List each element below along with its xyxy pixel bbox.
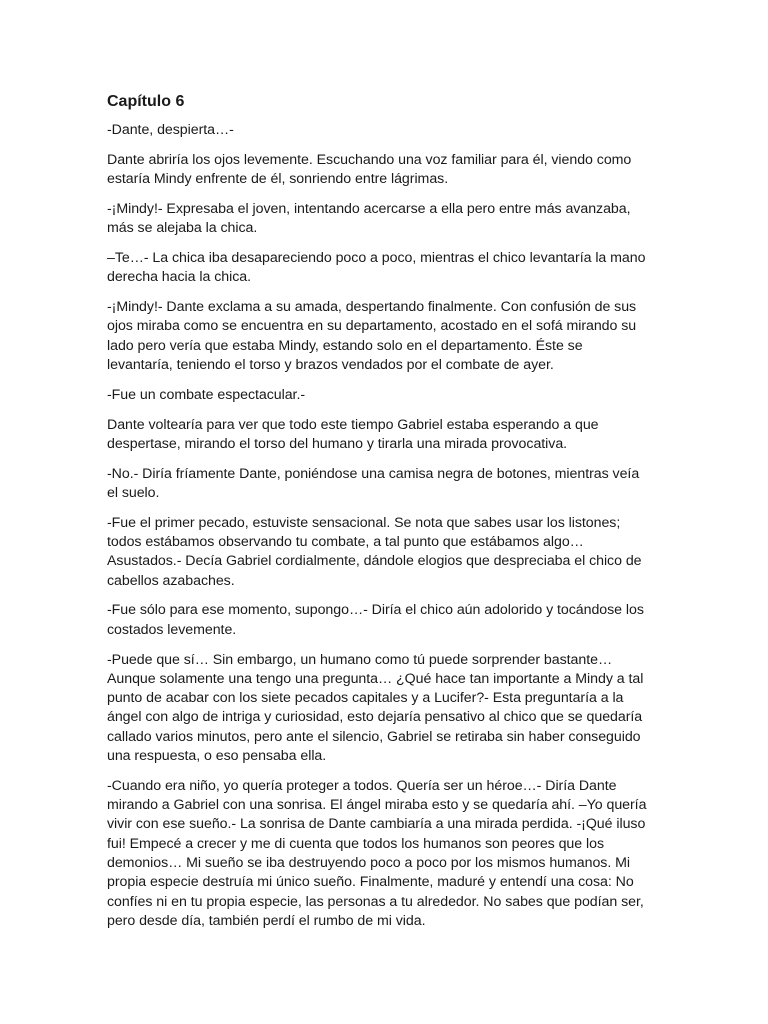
paragraph-11: -Puede que sí… Sin embargo, un humano como tú puede sorprender bastante… Aunque solamente una tengo una pregunta… ¿Qué hace tan importante a Mindy a tal punto de acabar con los siete pecados capitales y a Lucifer?- Esta preguntaría a la ángel con algo de intriga y curiosidad, esto dejaría pensativo al chico que se quedaría callado varios minutos, pero ante el silencio, Gabriel se retiraba sin haber conseguido una respuesta, o eso pensaba ella. xyxy=(107,651,644,765)
paragraph-10: -Fue sólo para ese momento, supongo…- Diría el chico aún adolorido y tocándose los costados levemente. xyxy=(107,602,644,638)
paragraph-9: -Fue el primer pecado, estuviste sensacional. Se nota que sabes usar los listones; todos estábamos observando tu combate, a tal punto que estábamos algo… Asustados.- Decía Gabriel cordialmente, dándole elogios que despreciaba el chico de cabellos azabaches. xyxy=(107,514,642,589)
paragraph-2: Dante abriría los ojos levemente. Escuchando una voz familiar para él, viendo como estaría Mindy enfrente de él, sonriendo entre lágrimas. xyxy=(107,151,632,188)
paragraph-1: -Dante, despierta…- xyxy=(107,122,234,138)
paragraph-6: -Fue un combate espectacular.- xyxy=(107,386,306,403)
document-page xyxy=(107,91,647,942)
chapter-title: Capítulo 6 xyxy=(107,93,185,110)
paragraph-4: –Te…- La chica iba desapareciendo poco a poco, mientras el chico levantaría la mano derecha hacia la chica. xyxy=(107,249,646,286)
paragraph-3: -¡Mindy!- Expresaba el joven, intentando acercarse a ella pero entre más avanzaba, más se alejaba la chica. xyxy=(107,200,631,237)
paragraph-5: -¡Mindy!- Dante exclama a su amada, despertando finalmente. Con confusión de sus ojos miraba como se encuentra en su departamento, acostado en el sofá mirando su lado pero vería que estaba Mindy, estando solo en el departamento. Éste se levantaría, teniendo el torso y brazos vendados por el combate de ayer. xyxy=(107,299,637,373)
paragraph-8: -No.- Diría fríamente Dante, poniéndose una camisa negra de botones, mientras veía el suelo. xyxy=(107,465,640,501)
paragraph-12: -Cuando era niño, yo quería proteger a todos. Quería ser un héroe…- Diría Dante mirando a Gabriel con una sonrisa. El ángel miraba esto y se quedaría ahí. –Yo quería vivir con ese sueño.- La sonrisa de Dante cambiaría a una mirada perdida. -¡Qué iluso fui! Empecé a crecer y me di cuenta que todos los humanos son peores que los demonios… Mi sueño se iba destruyendo poco a poco por los mismos humanos. Mi propia especie destruía mi único sueño. Finalmente, maduré y entendí una cosa: No confíes ni en tu propia especie, las personas a tu alrededor. No sabes que podían ser, pero desde día, también perdí el rumbo de mi vida. xyxy=(107,777,647,929)
paragraph-7: Dante voltearía para ver que todo este tiempo Gabriel estaba esperando a que despertase, mirando el torso del humano y tirarla una mirada provocativa. xyxy=(107,416,599,452)
